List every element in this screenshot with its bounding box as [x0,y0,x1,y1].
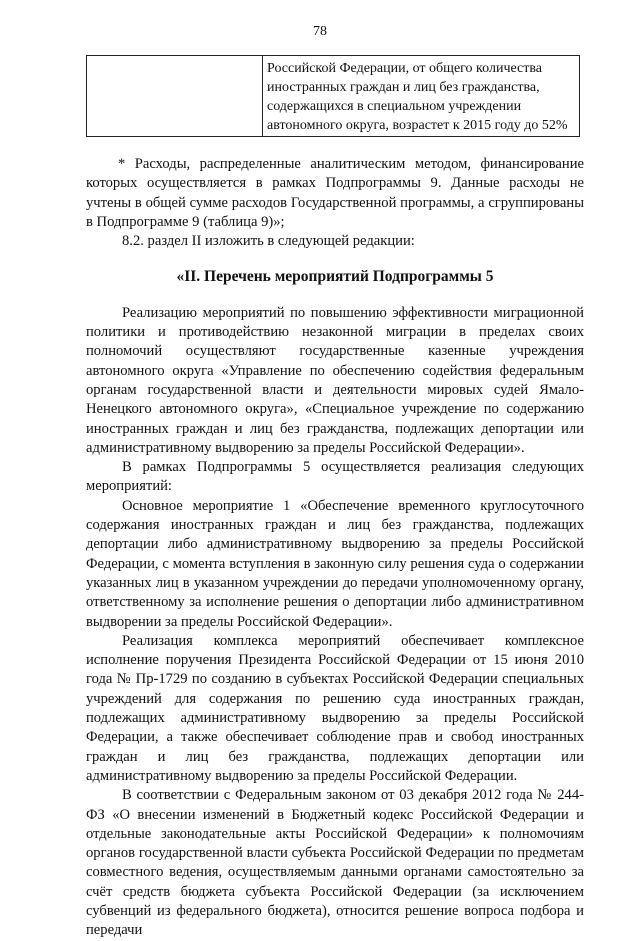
body-paragraph-3: Основное мероприятие 1 «Обеспечение временного круглосуточного содержания иностранных граждан и лиц без гражданства, подлежащих депортации либо административному выдворению за пределы Российской Федерации, с момента вступления в законную силу решения суда о содержании указанных лиц в указанном учреждении до передачи уполномоченному органу, ответственному за исполнение решения о депортации либо административном выдворении за пределы Российской Федерации». [86,497,584,630]
page-number: 78 [313,24,327,39]
item-8-2-paragraph: 8.2. раздел II изложить в следующей редакции: [122,233,415,250]
body-paragraph-5: В соответствии с Федеральным законом от 03 декабря 2012 года № 244-ФЗ «О внесении изменений в Бюджетный кодекс Российской Федерации и отдельные законодательные акты Российской Федерации» к полномочиям органов государственной власти субъекта Российской Федерации по предметам совместного ведения, осуществляемым данными органами самостоятельно за счёт средств бюджета субъекта Российской Федерации (за исключением субвенций из федерального бюджета), относится решение вопроса подбора и передачи [86,787,584,939]
table-cell-right: Российской Федерации, от общего количества иностранных граждан и лиц без гражданства, содержащихся в специальном учреждении автономного округа, возрастет к 2015 году до 52% [263,56,580,137]
body-paragraph-1: Реализацию мероприятий по повышению эффективности миграционной политики и противодействию незаконной миграции в пределах своих полномочий осуществляют государственные казенные учреждения автономного округа «Управление по обеспечению содействия федеральным органам государственной власти и деятельности мировых судей Ямало-Ненецкого автономного округа», «Специальное учреждение по содержанию иностранных граждан и лиц без гражданства, подлежащих депортации или административному выдворению за пределы Российской Федерации». [86,304,584,456]
document-body [86,155,584,941]
footnote-paragraph: * Расходы, распределенные аналитическим методом, финансирование которых осуществляется в рамках Подпрограммы 9. Данные расходы не учтены в общей сумме расходов Государственной программы, а сгруппированы в Подпрограмме 9 (таблица 9)»; [86,156,584,230]
body-paragraph-4: Реализация комплекса мероприятий обеспечивает комплексное исполнение поручения Президента Российской Федерации от 15 июня 2010 года № Пр-1729 по созданию в субъектах Российской Федерации специальных учреждений для содержания по решению суда иностранных граждан, подлежащих административному выдворению за пределы Российской Федерации, а также обеспечивает соблюдение прав и свобод иностранных граждан и лиц без гражданства, подлежащих депортации или административному выдворению за пределы Российской Федерации. [86,632,584,784]
table-cell-left [87,56,263,137]
body-paragraph-2: В рамках Подпрограммы 5 осуществляется реализация следующих мероприятий: [86,459,584,495]
table-row [87,56,580,137]
table-fragment [86,55,580,137]
section-heading: «II. Перечень мероприятий Подпрограммы 5 [176,268,494,286]
